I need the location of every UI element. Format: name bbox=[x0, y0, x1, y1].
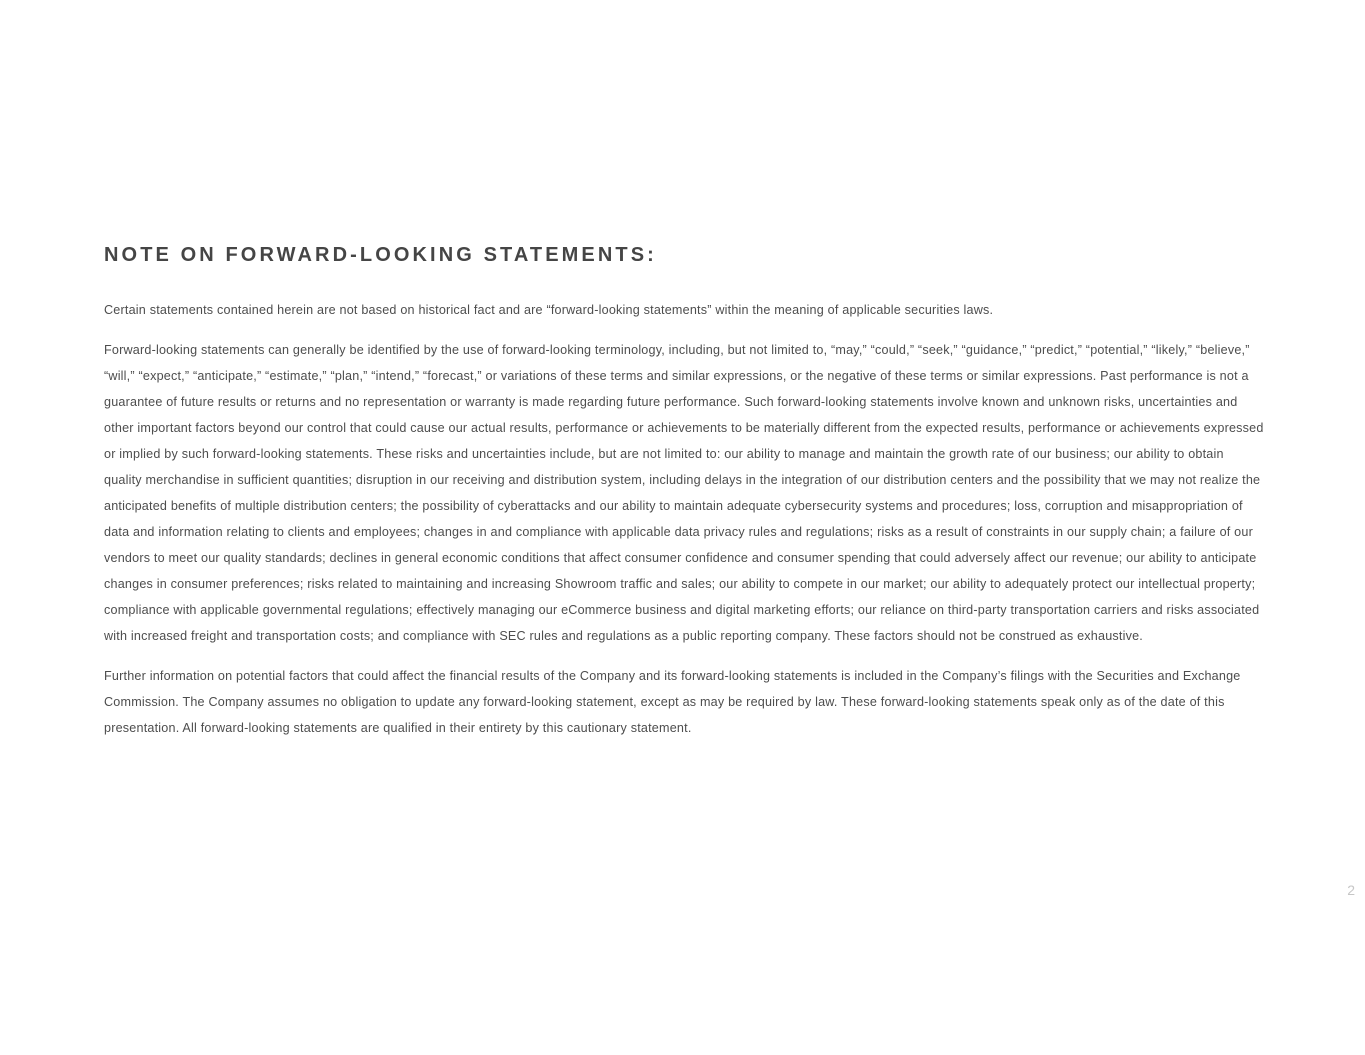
page-number: 2 bbox=[1347, 882, 1355, 898]
slide-content bbox=[104, 240, 1264, 741]
paragraph-risk-factors: Forward-looking statements can generally be identified by the use of forward-looking terminology, including, but not limited to, “may,” “could,” “seek,” “guidance,” “predict,” “potential,” “likely,” “believe,” “will,” “expect,” “anticipate,” “estimate,” “plan,” “intend,” “forecast,” or variations of these terms and similar expressions, or the negative of these terms or similar expressions. Past performance is not a guarantee of future results or returns and no representation or warranty is made regarding future performance. Such forward-looking statements involve known and unknown risks, uncertainties and other important factors beyond our control that could cause our actual results, performance or achievements to be materially different from the expected results, performance or achievements expressed or implied by such forward-looking statements. These risks and uncertainties include, but are not limited to: our ability to manage and maintain the growth rate of our business; our ability to obtain quality merchandise in sufficient quantities; disruption in our receiving and distribution system, including delays in the integration of our distribution centers and the possibility that we may not realize the anticipated benefits of multiple distribution centers; the possibility of cyberattacks and our ability to maintain adequate cybersecurity systems and procedures; loss, corruption and misappropriation of data and information relating to clients and employees; changes in and compliance with applicable data privacy rules and regulations; risks as a result of constraints in our supply chain; a failure of our vendors to meet our quality standards; declines in general economic conditions that affect consumer confidence and consumer spending that could adversely affect our revenue; our ability to anticipate changes in consumer preferences; risks related to maintaining and increasing Showroom traffic and sales; our ability to compete in our market; our ability to adequately protect our intellectual property; compliance with applicable governmental regulations; effectively managing our eCommerce business and digital marketing efforts; our reliance on third-party transportation carriers and risks associated with increased freight and transportation costs; and compliance with SEC rules and regulations as a public reporting company. These factors should not be construed as exhaustive. bbox=[104, 343, 1264, 643]
slide-title: NOTE ON FORWARD-LOOKING STATEMENTS: bbox=[104, 244, 657, 266]
paragraph-intro: Certain statements contained herein are not based on historical fact and are “forward-looking statements” within the meaning of applicable securities laws. bbox=[104, 303, 994, 317]
paragraph-further-information: Further information on potential factors that could affect the financial results of the Company and its forward-looking statements is included in the Company’s filings with the Securities and Exchange Commission. The Company assumes no obligation to update any forward-looking statement, except as may be required by law. These forward-looking statements speak only as of the date of this presentation. All forward-looking statements are qualified in their entirety by this cautionary statement. bbox=[104, 669, 1241, 735]
